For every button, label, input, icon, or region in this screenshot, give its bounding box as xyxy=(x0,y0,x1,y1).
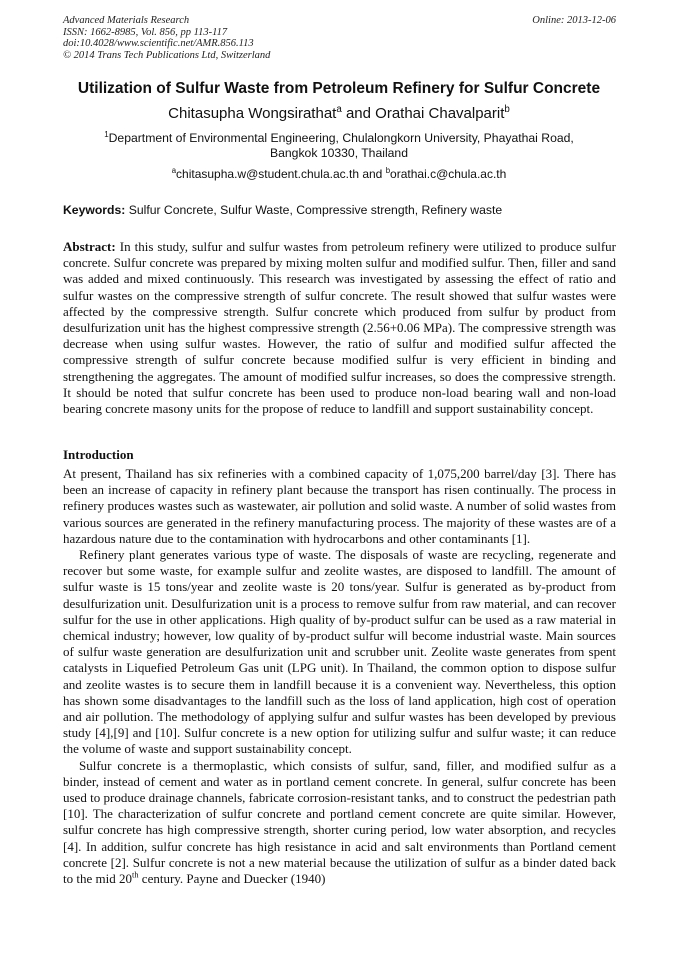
abstract xyxy=(63,239,616,417)
journal-copyright: © 2014 Trans Tech Publications Ltd, Switzerland xyxy=(63,49,271,61)
email-a: chitasupha.w@student.chula.ac.th xyxy=(176,167,359,181)
affiliation-sup: 1 xyxy=(104,129,109,139)
paper-title: Utilization of Sulfur Waste from Petroleum Refinery for Sulfur Concrete xyxy=(77,80,601,97)
intro-paragraph-1: At present, Thailand has six refineries with a combined capacity of 1,075,200 barrel/day [3]. There has been an increase of capacity in refinery plant because the transport has risen continually. The process in refinery produces wastes such as wastewater, air pollution and solid waste. A number of solid wastes from various sources are generated in the refinery manufacturing process. The majority of these wastes are of a hazardous nature due to the contamination with hydrocarbons and other contaminants [1]. xyxy=(63,466,616,546)
email-b-sup: b xyxy=(385,166,391,175)
journal-name: Advanced Materials Research xyxy=(63,15,190,26)
email-conjunction: and xyxy=(359,167,386,181)
author-2: Orathai Chavalparit xyxy=(375,105,505,122)
affiliation-text: Department of Environmental Engineering, Chulalongkorn University, Phayathai Road, Bangkok 10330, Thailand xyxy=(108,131,574,160)
online-date: Online: 2013-12-06 xyxy=(532,15,616,26)
email-b: orathai.c@chula.ac.th xyxy=(390,167,507,181)
intro-paragraph-2: Refinery plant generates various type of waste. The disposals of waste are recycling, regenerate and recover but some waste, for example sulfur and zeolite wastes, are disposed to landfill. The amount of sulfur waste is 15 tons/year and zeolite waste is 20 tons/year. Sulfur is generated as by-product from desulfurization unit. Desulfurization unit is a process to remove sulfur from raw material, and can recover sulfur for the use in other applications. High quality of by-product sulfur can be used as a raw material in chemical industry; however, low quality of by-product sulfur will become industrial waste. Main sources of sulfur waste generation are desulfurization unit and scrubber unit. Zeolite waste generates from spent catalysts in Liquefied Petroleum Gas unit (LPG unit). In Thailand, the common option to dispose sulfur and zeolite wastes is to secure them in landfill because it is a convenient way. Nevertheless, this option has shown some disadvantages to the landfill such as the loss of land application, high cost of operation and air pollution. The methodology of applying sulfur and sulfur wastes has been developed by previous study [4],[9] and [10]. Sulfur concrete is a new option for utilizing sulfur and sulfur waste; it can reduce the volume of waste and support sustainability concept. xyxy=(63,547,616,757)
affiliation xyxy=(80,131,598,161)
abstract-text: In this study, sulfur and sulfur wastes from petroleum refinery were utilized to produce sulfur concrete. Sulfur concrete was prepared by mixing molten sulfur and modified sulfur. Then, filler and sand was added and mixed continuously. This research was investigated by assessing the effect of ratio and sulfur wastes on the compressive strength of sulfur concrete. The result showed that sulfur wastes were affected by the compressive strength. Sulfur concrete which produced from sulfur by product from desulfurization unit has the highest compressive strength (2.56+0.06 MPa). The compressive strength was decrease when using sulfur wastes. However, the ratio of sulfur and modified sulfur affected the compressive strength of sulfur concrete because modified sulfur is very efficient in binding and strengthening the aggregates. The amount of modified sulfur increases, so does the compressive strength. It should be noted that sulfur concrete has been used to produce non-load bearing wall and non-load bearing concrete masony units for the propose of reduce to landfill and support sustainability concept. xyxy=(63,239,616,417)
century-sup: th xyxy=(131,869,139,880)
journal-doi: doi:10.4028/www.scientific.net/AMR.856.113 xyxy=(63,38,254,49)
author-conjunction: and xyxy=(341,105,376,122)
section-heading-introduction: Introduction xyxy=(63,447,134,462)
author-1-sup: a xyxy=(336,104,342,115)
email-a-sup: a xyxy=(171,166,177,175)
intro-paragraph-3 xyxy=(63,758,616,888)
abstract-label: Abstract: xyxy=(63,239,116,254)
intro-paragraph-3-text: Sulfur concrete is a thermoplastic, which consists of sulfur, sand, filler, and modified sulfur as a binder, instead of cement and water as in portland cement concrete. In general, sulfur concrete has been used to produce drainage channels, fabricate corrosion-resistant tanks, and to construct the pedestrian path [10]. The characterization of sulfur concrete and portland cement concrete are quite similar. However, sulfur concrete has high compressive strength, shorter curing period, low water absorption, and recycles [4]. In addition, sulfur concrete has high resistance in acid and salt environments than Portland cement concrete [2]. Sulfur concrete is not a new material because the utilization of sulfur as a binder dated back to the mid 20 xyxy=(63,757,616,887)
keywords-label: Keywords: xyxy=(63,203,126,217)
author-1: Chitasupha Wongsirathat xyxy=(168,105,337,122)
journal-header xyxy=(63,15,616,61)
journal-issn: ISSN: 1662-8985, Vol. 856, pp 113-117 xyxy=(63,26,228,38)
intro-paragraph-3-end: century. Payne and Duecker (1940) xyxy=(138,871,326,887)
keywords xyxy=(63,203,623,217)
introduction-body xyxy=(63,466,616,887)
author-2-sup: b xyxy=(504,104,510,115)
author-list xyxy=(40,105,638,122)
keywords-text: Sulfur Concrete, Sulfur Waste, Compressive strength, Refinery waste xyxy=(125,203,503,217)
author-emails xyxy=(40,167,638,181)
